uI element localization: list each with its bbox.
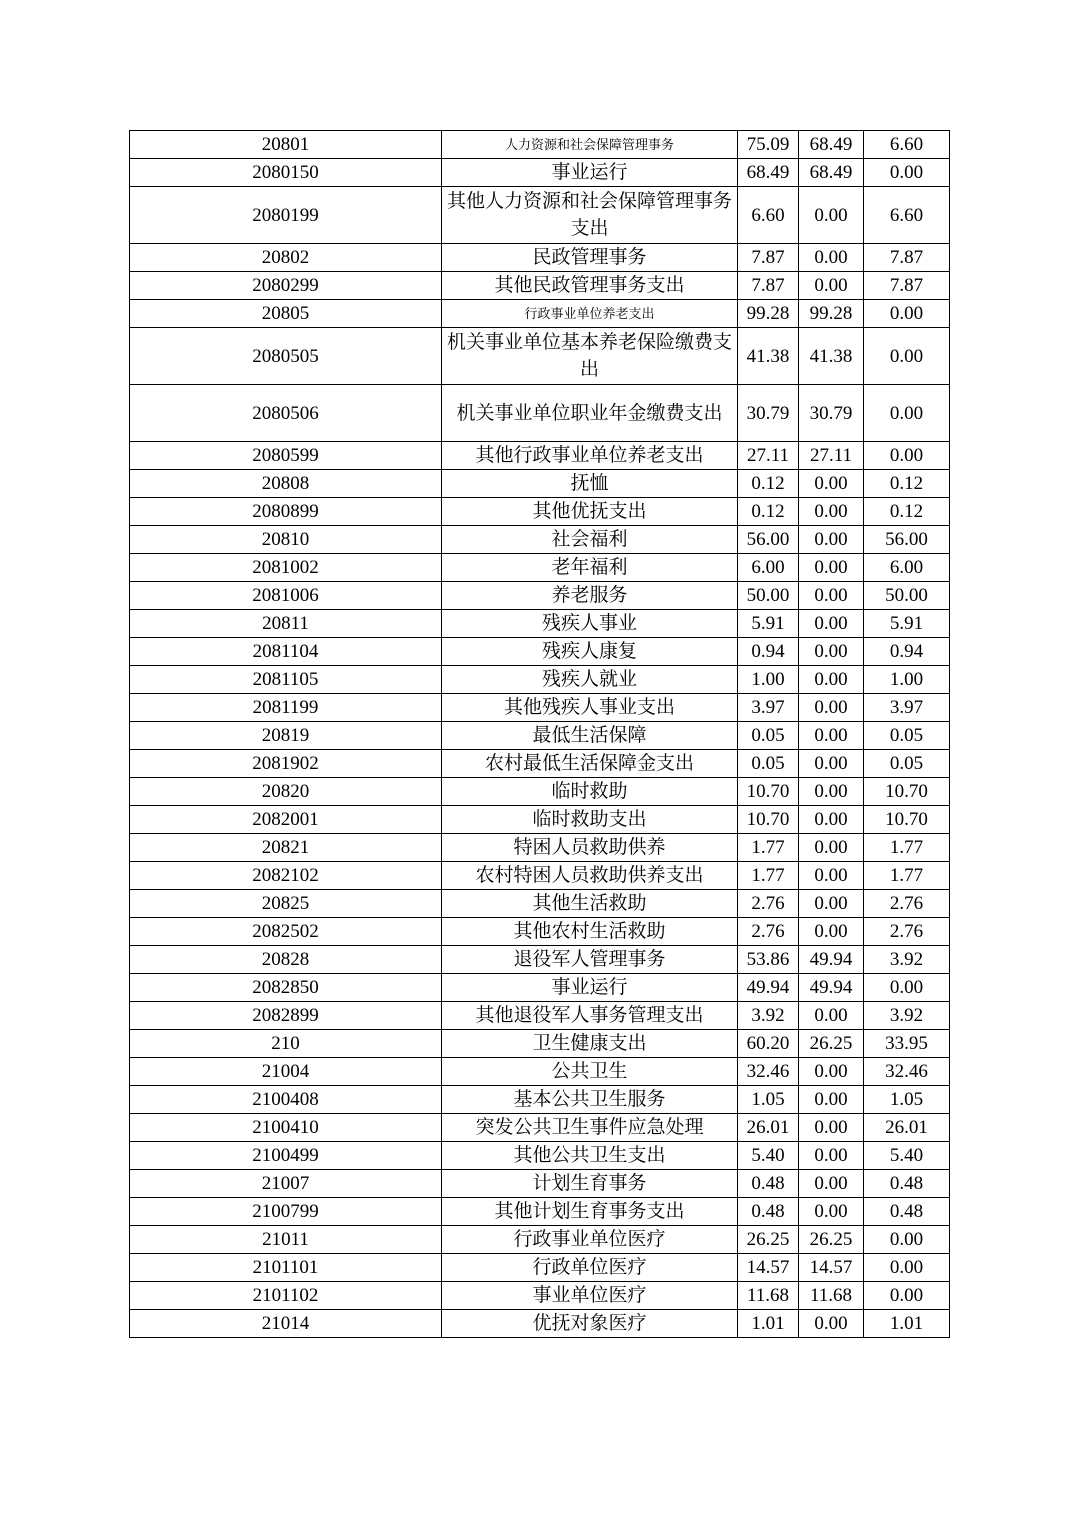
total-cell: 0.12 <box>738 498 799 526</box>
name-cell: 社会福利 <box>442 526 738 554</box>
name-cell: 其他优抚支出 <box>442 498 738 526</box>
total-cell: 5.91 <box>738 610 799 638</box>
project-cell: 0.00 <box>864 1282 950 1310</box>
table-row <box>130 442 950 470</box>
name-cell: 计划生育事务 <box>442 1170 738 1198</box>
total-cell: 3.97 <box>738 694 799 722</box>
table-row <box>130 638 950 666</box>
total-cell: 26.25 <box>738 1226 799 1254</box>
project-cell: 0.94 <box>864 638 950 666</box>
project-cell: 6.60 <box>864 131 950 159</box>
name-cell: 其他退役军人事务管理支出 <box>442 1002 738 1030</box>
project-cell: 0.00 <box>864 1254 950 1282</box>
table-row <box>130 470 950 498</box>
code-cell: 2081006 <box>130 582 442 610</box>
basic-cell: 0.00 <box>799 610 864 638</box>
table-row <box>130 1030 950 1058</box>
table-row <box>130 131 950 159</box>
table-row <box>130 300 950 328</box>
table-row <box>130 750 950 778</box>
code-cell: 2080506 <box>130 385 442 442</box>
name-cell: 残疾人事业 <box>442 610 738 638</box>
table-row <box>130 554 950 582</box>
code-cell: 2101101 <box>130 1254 442 1282</box>
name-cell: 事业单位医疗 <box>442 1282 738 1310</box>
total-cell: 6.00 <box>738 554 799 582</box>
table-row <box>130 918 950 946</box>
project-cell: 1.77 <box>864 862 950 890</box>
total-cell: 0.05 <box>738 722 799 750</box>
basic-cell: 0.00 <box>799 666 864 694</box>
table-row <box>130 526 950 554</box>
code-cell: 21011 <box>130 1226 442 1254</box>
project-cell: 0.12 <box>864 498 950 526</box>
total-cell: 53.86 <box>738 946 799 974</box>
name-cell: 其他民政管理事务支出 <box>442 272 738 300</box>
code-cell: 21007 <box>130 1170 442 1198</box>
project-cell: 2.76 <box>864 890 950 918</box>
project-cell: 1.05 <box>864 1086 950 1114</box>
code-cell: 20825 <box>130 890 442 918</box>
project-cell: 10.70 <box>864 806 950 834</box>
project-cell: 0.00 <box>864 974 950 1002</box>
total-cell: 0.48 <box>738 1170 799 1198</box>
total-cell: 0.05 <box>738 750 799 778</box>
name-cell: 临时救助支出 <box>442 806 738 834</box>
table-row <box>130 1058 950 1086</box>
table-row <box>130 778 950 806</box>
basic-cell: 0.00 <box>799 1058 864 1086</box>
code-cell: 2100410 <box>130 1114 442 1142</box>
basic-cell: 11.68 <box>799 1282 864 1310</box>
code-cell: 2081199 <box>130 694 442 722</box>
project-cell: 3.92 <box>864 946 950 974</box>
basic-cell: 0.00 <box>799 722 864 750</box>
name-cell: 其他计划生育事务支出 <box>442 1198 738 1226</box>
total-cell: 7.87 <box>738 272 799 300</box>
table-row <box>130 1142 950 1170</box>
total-cell: 10.70 <box>738 806 799 834</box>
project-cell: 0.05 <box>864 722 950 750</box>
table-row <box>130 834 950 862</box>
project-cell: 7.87 <box>864 272 950 300</box>
name-cell: 民政管理事务 <box>442 244 738 272</box>
basic-cell: 0.00 <box>799 1310 864 1338</box>
table-row <box>130 1254 950 1282</box>
code-cell: 2100408 <box>130 1086 442 1114</box>
code-cell: 2080199 <box>130 187 442 244</box>
name-cell: 卫生健康支出 <box>442 1030 738 1058</box>
name-cell: 抚恤 <box>442 470 738 498</box>
basic-cell: 0.00 <box>799 1170 864 1198</box>
code-cell: 2081105 <box>130 666 442 694</box>
project-cell: 6.60 <box>864 187 950 244</box>
project-cell: 0.00 <box>864 1226 950 1254</box>
project-cell: 32.46 <box>864 1058 950 1086</box>
basic-cell: 30.79 <box>799 385 864 442</box>
table-row <box>130 1002 950 1030</box>
name-cell: 行政事业单位养老支出 <box>442 300 738 328</box>
total-cell: 56.00 <box>738 526 799 554</box>
table-row <box>130 1226 950 1254</box>
basic-cell: 0.00 <box>799 1002 864 1030</box>
basic-cell: 0.00 <box>799 1142 864 1170</box>
name-cell: 事业运行 <box>442 974 738 1002</box>
total-cell: 50.00 <box>738 582 799 610</box>
basic-cell: 0.00 <box>799 918 864 946</box>
basic-cell: 49.94 <box>799 974 864 1002</box>
name-cell: 基本公共卫生服务 <box>442 1086 738 1114</box>
code-cell: 2082899 <box>130 1002 442 1030</box>
table-row <box>130 890 950 918</box>
name-cell: 优抚对象医疗 <box>442 1310 738 1338</box>
code-cell: 2082001 <box>130 806 442 834</box>
table-row <box>130 862 950 890</box>
table-row <box>130 610 950 638</box>
code-cell: 20811 <box>130 610 442 638</box>
project-cell: 0.00 <box>864 328 950 385</box>
basic-cell: 0.00 <box>799 470 864 498</box>
project-cell: 2.76 <box>864 918 950 946</box>
name-cell: 其他公共卫生支出 <box>442 1142 738 1170</box>
project-cell: 0.00 <box>864 385 950 442</box>
code-cell: 20820 <box>130 778 442 806</box>
code-cell: 2100499 <box>130 1142 442 1170</box>
name-cell: 人力资源和社会保障管理事务 <box>442 131 738 159</box>
name-cell: 行政事业单位医疗 <box>442 1226 738 1254</box>
basic-cell: 0.00 <box>799 582 864 610</box>
name-cell: 其他生活救助 <box>442 890 738 918</box>
table-row <box>130 946 950 974</box>
basic-cell: 49.94 <box>799 946 864 974</box>
basic-cell: 0.00 <box>799 1114 864 1142</box>
project-cell: 33.95 <box>864 1030 950 1058</box>
table-row <box>130 159 950 187</box>
basic-cell: 0.00 <box>799 272 864 300</box>
total-cell: 49.94 <box>738 974 799 1002</box>
table-row <box>130 806 950 834</box>
total-cell: 27.11 <box>738 442 799 470</box>
name-cell: 农村最低生活保障金支出 <box>442 750 738 778</box>
project-cell: 5.91 <box>864 610 950 638</box>
basic-cell: 0.00 <box>799 638 864 666</box>
code-cell: 2080150 <box>130 159 442 187</box>
name-cell: 最低生活保障 <box>442 722 738 750</box>
code-cell: 20828 <box>130 946 442 974</box>
code-cell: 20821 <box>130 834 442 862</box>
total-cell: 1.01 <box>738 1310 799 1338</box>
basic-cell: 0.00 <box>799 806 864 834</box>
code-cell: 2100799 <box>130 1198 442 1226</box>
basic-cell: 0.00 <box>799 244 864 272</box>
basic-cell: 27.11 <box>799 442 864 470</box>
basic-cell: 99.28 <box>799 300 864 328</box>
basic-cell: 0.00 <box>799 694 864 722</box>
budget-table <box>129 130 950 1338</box>
project-cell: 56.00 <box>864 526 950 554</box>
total-cell: 30.79 <box>738 385 799 442</box>
basic-cell: 0.00 <box>799 1198 864 1226</box>
table-row <box>130 582 950 610</box>
total-cell: 14.57 <box>738 1254 799 1282</box>
name-cell: 机关事业单位职业年金缴费支出 <box>442 385 738 442</box>
project-cell: 0.48 <box>864 1170 950 1198</box>
code-cell: 20801 <box>130 131 442 159</box>
basic-cell: 26.25 <box>799 1030 864 1058</box>
table-row <box>130 328 950 385</box>
name-cell: 其他农村生活救助 <box>442 918 738 946</box>
basic-cell: 26.25 <box>799 1226 864 1254</box>
project-cell: 0.00 <box>864 159 950 187</box>
name-cell: 行政单位医疗 <box>442 1254 738 1282</box>
total-cell: 41.38 <box>738 328 799 385</box>
basic-cell: 0.00 <box>799 1086 864 1114</box>
table-body <box>130 131 950 1338</box>
basic-cell: 0.00 <box>799 526 864 554</box>
name-cell: 残疾人就业 <box>442 666 738 694</box>
table-row <box>130 694 950 722</box>
code-cell: 20805 <box>130 300 442 328</box>
table-row <box>130 272 950 300</box>
project-cell: 1.01 <box>864 1310 950 1338</box>
total-cell: 1.00 <box>738 666 799 694</box>
project-cell: 0.00 <box>864 300 950 328</box>
table-row <box>130 385 950 442</box>
name-cell: 特困人员救助供养 <box>442 834 738 862</box>
code-cell: 2080299 <box>130 272 442 300</box>
total-cell: 1.05 <box>738 1086 799 1114</box>
basic-cell: 0.00 <box>799 778 864 806</box>
project-cell: 0.12 <box>864 470 950 498</box>
project-cell: 26.01 <box>864 1114 950 1142</box>
code-cell: 210 <box>130 1030 442 1058</box>
project-cell: 10.70 <box>864 778 950 806</box>
name-cell: 突发公共卫生事件应急处理 <box>442 1114 738 1142</box>
table-row <box>130 1170 950 1198</box>
code-cell: 2082502 <box>130 918 442 946</box>
project-cell: 7.87 <box>864 244 950 272</box>
project-cell: 0.00 <box>864 442 950 470</box>
table-row <box>130 974 950 1002</box>
total-cell: 68.49 <box>738 159 799 187</box>
basic-cell: 0.00 <box>799 187 864 244</box>
total-cell: 0.48 <box>738 1198 799 1226</box>
name-cell: 老年福利 <box>442 554 738 582</box>
project-cell: 50.00 <box>864 582 950 610</box>
name-cell: 养老服务 <box>442 582 738 610</box>
total-cell: 32.46 <box>738 1058 799 1086</box>
total-cell: 75.09 <box>738 131 799 159</box>
basic-cell: 68.49 <box>799 159 864 187</box>
name-cell: 退役军人管理事务 <box>442 946 738 974</box>
total-cell: 7.87 <box>738 244 799 272</box>
table-row <box>130 1310 950 1338</box>
code-cell: 2080899 <box>130 498 442 526</box>
code-cell: 2081104 <box>130 638 442 666</box>
project-cell: 0.05 <box>864 750 950 778</box>
name-cell: 公共卫生 <box>442 1058 738 1086</box>
total-cell: 3.92 <box>738 1002 799 1030</box>
project-cell: 1.77 <box>864 834 950 862</box>
basic-cell: 0.00 <box>799 834 864 862</box>
code-cell: 2081902 <box>130 750 442 778</box>
table-row <box>130 1198 950 1226</box>
code-cell: 2080505 <box>130 328 442 385</box>
name-cell: 机关事业单位基本养老保险缴费支出 <box>442 328 738 385</box>
code-cell: 20819 <box>130 722 442 750</box>
project-cell: 1.00 <box>864 666 950 694</box>
total-cell: 60.20 <box>738 1030 799 1058</box>
total-cell: 11.68 <box>738 1282 799 1310</box>
table-row <box>130 1114 950 1142</box>
name-cell: 残疾人康复 <box>442 638 738 666</box>
total-cell: 1.77 <box>738 862 799 890</box>
total-cell: 1.77 <box>738 834 799 862</box>
table-row <box>130 1282 950 1310</box>
basic-cell: 0.00 <box>799 498 864 526</box>
total-cell: 6.60 <box>738 187 799 244</box>
table-row <box>130 244 950 272</box>
project-cell: 6.00 <box>864 554 950 582</box>
table-row <box>130 666 950 694</box>
code-cell: 20802 <box>130 244 442 272</box>
name-cell: 临时救助 <box>442 778 738 806</box>
code-cell: 2082102 <box>130 862 442 890</box>
basic-cell: 0.00 <box>799 750 864 778</box>
basic-cell: 41.38 <box>799 328 864 385</box>
total-cell: 0.94 <box>738 638 799 666</box>
code-cell: 2082850 <box>130 974 442 1002</box>
table-row <box>130 722 950 750</box>
table-row <box>130 187 950 244</box>
total-cell: 2.76 <box>738 918 799 946</box>
code-cell: 2101102 <box>130 1282 442 1310</box>
code-cell: 21014 <box>130 1310 442 1338</box>
name-cell: 其他残疾人事业支出 <box>442 694 738 722</box>
basic-cell: 0.00 <box>799 862 864 890</box>
project-cell: 3.97 <box>864 694 950 722</box>
total-cell: 5.40 <box>738 1142 799 1170</box>
total-cell: 0.12 <box>738 470 799 498</box>
code-cell: 2081002 <box>130 554 442 582</box>
basic-cell: 14.57 <box>799 1254 864 1282</box>
name-cell: 其他行政事业单位养老支出 <box>442 442 738 470</box>
total-cell: 99.28 <box>738 300 799 328</box>
project-cell: 3.92 <box>864 1002 950 1030</box>
total-cell: 10.70 <box>738 778 799 806</box>
basic-cell: 0.00 <box>799 890 864 918</box>
basic-cell: 68.49 <box>799 131 864 159</box>
project-cell: 0.48 <box>864 1198 950 1226</box>
code-cell: 21004 <box>130 1058 442 1086</box>
table-row <box>130 1086 950 1114</box>
name-cell: 事业运行 <box>442 159 738 187</box>
table-row <box>130 498 950 526</box>
name-cell: 农村特困人员救助供养支出 <box>442 862 738 890</box>
total-cell: 2.76 <box>738 890 799 918</box>
code-cell: 20808 <box>130 470 442 498</box>
project-cell: 5.40 <box>864 1142 950 1170</box>
basic-cell: 0.00 <box>799 554 864 582</box>
code-cell: 20810 <box>130 526 442 554</box>
total-cell: 26.01 <box>738 1114 799 1142</box>
name-cell: 其他人力资源和社会保障管理事务支出 <box>442 187 738 244</box>
code-cell: 2080599 <box>130 442 442 470</box>
